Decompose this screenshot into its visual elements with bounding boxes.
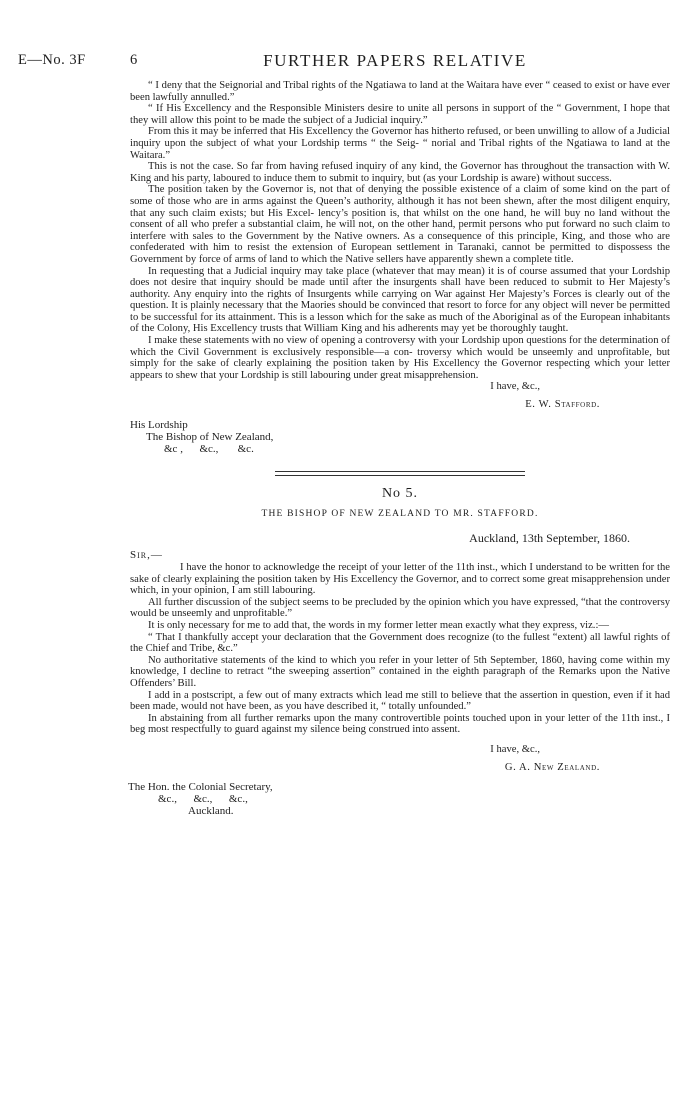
addressee-line-2: &c., &c., &c.,: [158, 793, 248, 806]
letter1-paragraph-3: From this it may be inferred that His Excellency the Governor has hitherto refused, or been unwilling to allow of a Judicial inquiry upon the subject of what your Lordship terms “ the Seig- “ norial and Tribal rights of the Ngatiawa to land at the Waitara.”: [130, 126, 670, 161]
letter1-paragraph-4: This is not the case. So far from having refused inquiry of any kind, the Governor has throughout the transaction with W. King and his party, laboured to induce them to submit to inquiry, but (as your Lordship is aware) without success.: [130, 161, 670, 184]
page-number: 6: [130, 52, 138, 68]
addressee-line-1: The Hon. the Colonial Secretary,: [128, 781, 273, 794]
letter1-paragraph-5: The position taken by the Governor is, not that of denying the possible existence of a claim of some kind on the part of some of those who are in arms against the Queen’s authority, although it has not been shewn, after the most diligent enquiry, that any such claim exists; but His Excel- lency’s position is, that whilst on the one hand, he will buy no land without the consent of all who prefer a substantial claim, he will not, on the other hand, permit persons who put forward no such claim to interfere with sales to the Government by the Native owners. As a consequence of this principle, King, and those who are confederated with him to resist the extension of European settlement in Taranaki, cannot be permitted to dispossess the Government by force of arms of land to which the Native sellers have apparently shewn a complete title.: [130, 184, 670, 265]
addressee-line-3: Auckland.: [188, 805, 234, 818]
letter2-date: Auckland, 13th September, 1860.: [469, 530, 630, 545]
letter1-addressee: [130, 419, 670, 455]
letter2-paragraph-3: It is only necessary for me to add that, the words in my former letter mean exactly what they express, viz.:—: [148, 619, 609, 631]
letter2-signature: G. A. New Zealand.: [504, 761, 600, 773]
addressee-line-1: His Lordship: [130, 418, 188, 431]
letter1-paragraph-2: “ If His Excellency and the Responsible Ministers desire to unite all persons in support of the “ Government, I hope that they will allow this point to be made the subject of a Judicial inquiry.”: [130, 103, 670, 126]
letter2-heading: THE BISHOP OF NEW ZEALAND TO MR. STAFFORD.: [261, 509, 539, 520]
letter2-salutation: Sir,—: [130, 549, 163, 562]
letter1-closing: I have, &c.,: [490, 381, 540, 393]
document-reference: E—No. 3F: [18, 52, 86, 68]
letter2-closing: I have, &c.,: [490, 743, 540, 755]
letter1-paragraph-1: “ I deny that the Seignorial and Tribal rights of the Ngatiawa to land at the Waitara have ever “ ceased to exist or have ever been lawfully annulled.”: [130, 80, 670, 103]
running-title: FURTHER PAPERS RELATIVE: [263, 51, 527, 70]
section-divider: [275, 471, 525, 476]
letter2-paragraph-7: In abstaining from all further remarks upon the many controvertible points touched upon in your letter of the 11th inst., I beg most respectfully to guard against my silence being construed into assent.: [130, 712, 670, 736]
letter2-paragraph-6: I add in a postscript, a few out of many extracts which lead me still to believe that the assertion in question, even if it had been made, would not have been, as you have described it, “ totally unfounded.”: [130, 689, 670, 713]
letter1-signature: E. W. Stafford.: [525, 399, 600, 411]
letter1-paragraph-6: In requesting that a Judicial inquiry may take place (whatever that may mean) it is of course assumed that your Lordship does not desire that inquiry should be made until after the insurgents shall have been reduced to submit to Her Majesty’s authority. Any enquiry into the rights of Insurgents while carrying on War against Her Majesty’s Forces is clearly out of the question. It is plainly necessary that the Maories should be convinced that resort to force for any object will never be permitted to be successful for its attainment. This is a lesson which for the sake as much of the Aboriginal as of the European inhabitants of the Colony, His Excellency trusts that William King and his adherents may yet be thoroughly taught.: [130, 265, 670, 335]
document-number: No 5.: [381, 485, 419, 501]
addressee-line-2: The Bishop of New Zealand,: [146, 430, 274, 443]
letter1-paragraph-7: I make these statements with no view of opening a controversy with your Lordship upon questions for the determination of which the Civil Government is exclusively responsible—a con- troversy which would be unseemly and unprofitable, but simply for the sake of clearly explaining the position taken by His Excellency the Governor respecting which your letter appears to shew that your Lordship is still labouring under great misapprehension.: [130, 335, 670, 381]
letter2-paragraph-1: I have the honor to acknowledge the receipt of your letter of the 11th inst., which I understand to be written for the sake of clearly explaining the position taken by His Excellency the Governor, and to correct some great misapprehension under which, in your opinion, I am still labouring.: [130, 562, 670, 597]
letter2-paragraph-2: All further discussion of the subject seems to be precluded by the opinion which you have expressed, “that the controversy would be unseemly and unprofitable.”: [130, 596, 670, 620]
letter2-paragraph-4: “ That I thankfully accept your declaration that the Government does recognize (to the fullest “extent) all lawful rights of the Chief and Tribe, &c.”: [130, 631, 670, 655]
addressee-line-3: &c , &c., &c.: [164, 442, 254, 455]
page-header: [18, 52, 682, 76]
letter2-paragraph-5: No authoritative statements of the kind to which you refer in your letter of 5th September, 1860, having come within my knowledge, I decline to retract “the sweeping assertion” contained in the eighth paragraph of the Remarks upon the Native Offenders’ Bill.: [130, 654, 670, 689]
page-body: [130, 80, 670, 817]
letter2-addressee: [128, 781, 670, 817]
